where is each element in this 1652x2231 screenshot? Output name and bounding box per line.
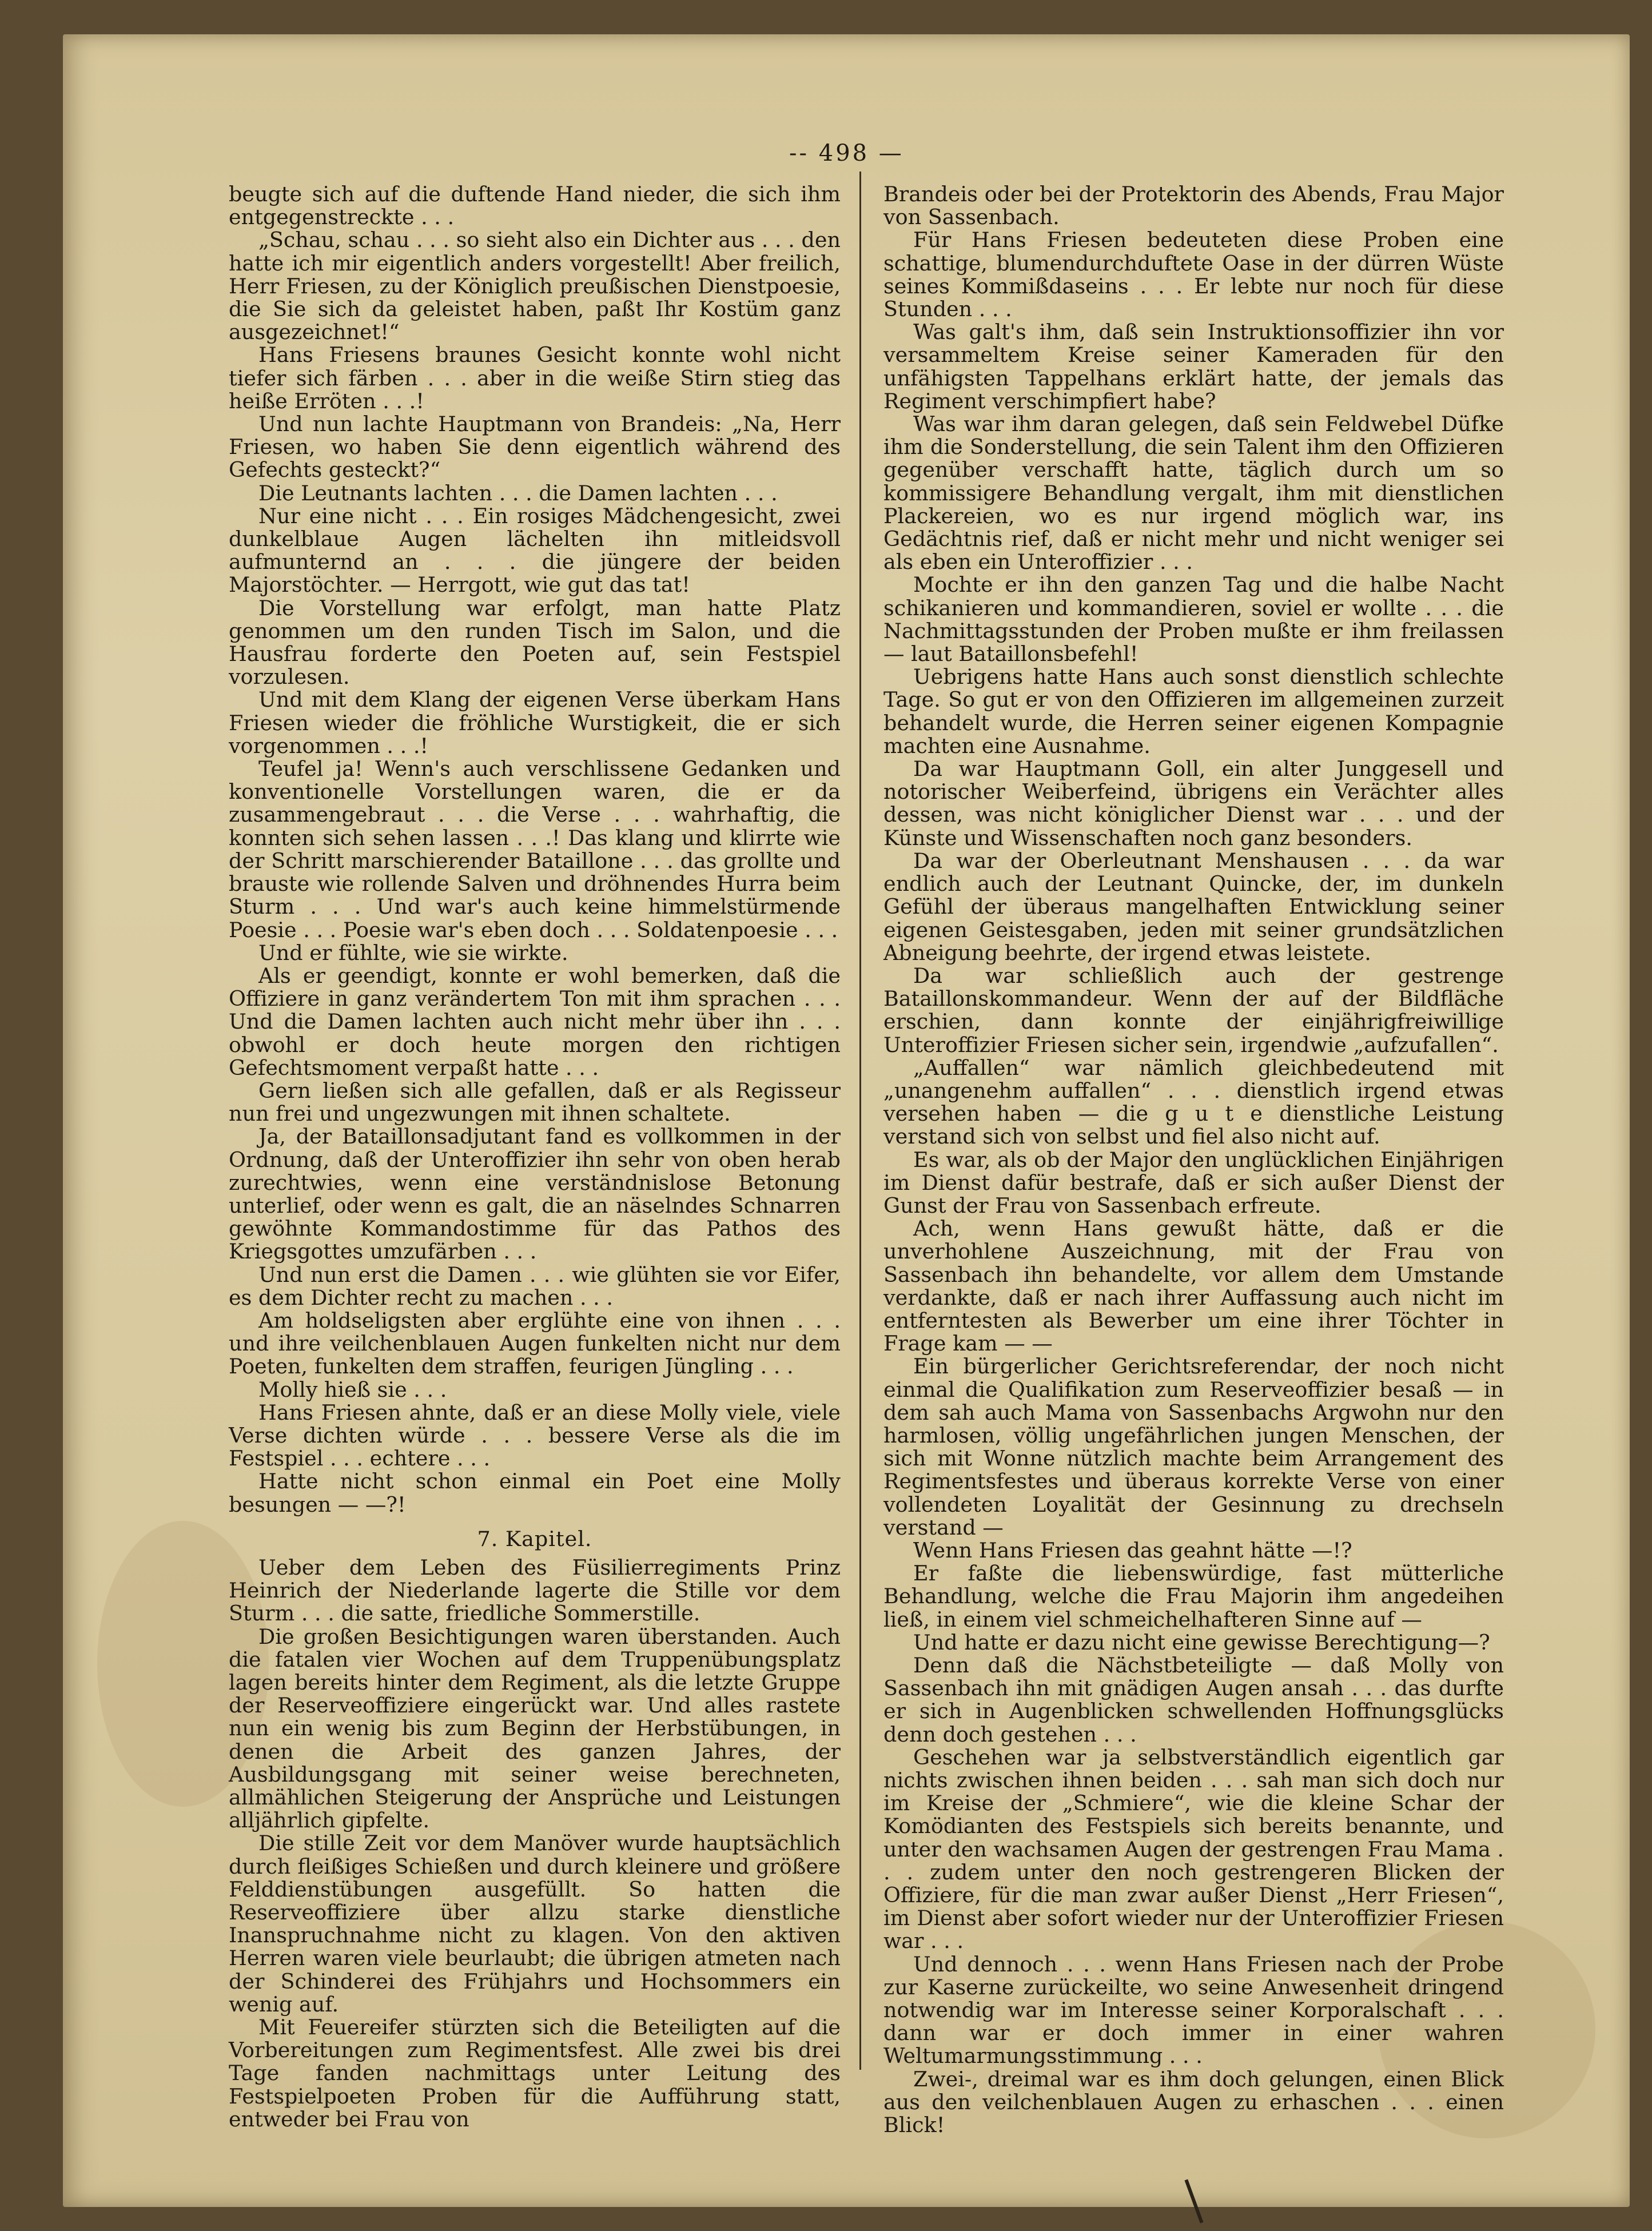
paragraph: Und dennoch . . . wenn Hans Friesen nach der Probe zur Kaserne zurückeilte, wo seine Anwesenheit dringend notwendig war im Interesse seiner Korporalschaft . . . dann war er doch immer in einer wahren Weltumarmungsstimmung . . . bbox=[883, 1951, 1504, 2069]
paragraph: Mit Feuereifer stürzten sich die Beteiligten auf die Vorbereitungen zum Regimentsfest. Alle zwei bis drei Tage fanden nachmittags unter Leitung des Festspielpoeten Proben für die Aufführung statt, entweder bei Frau von bbox=[229, 2015, 841, 2132]
paragraph: Hans Friesen ahnte, daß er an diese Molly viele, viele Verse dichten würde . . . bessere Verse als die im Festspiel . . . echtere . . . bbox=[229, 1400, 841, 1471]
paragraph: Als er geendigt, konnte er wohl bemerken, daß die Offiziere in ganz verändertem Ton mit ihm sprachen . . . Und die Damen lachten auch nicht mehr über ihn . . . obwohl er doch heute morgen den richtigen Gefechtsmoment verpaßt hatte . . . bbox=[229, 963, 841, 1080]
paragraph: beugte sich auf die duftende Hand nieder, die sich ihm entgegenstreckte . . . bbox=[229, 182, 841, 230]
paragraph: Wenn Hans Friesen das geahnt hätte —!? bbox=[913, 1537, 1352, 1563]
paragraph: Und mit dem Klang der eigenen Verse überkam Hans Friesen wieder die fröhliche Wurstigkeit, die er sich vorgenommen . . .! bbox=[229, 687, 841, 758]
paragraph: Hans Friesens braunes Gesicht konnte wohl nicht tiefer sich färben . . . aber in die weiße Stirn stieg das heiße Erröten . . .! bbox=[229, 342, 841, 413]
paragraph: Nur eine nicht . . . Ein rosiges Mädchengesicht, zwei dunkelblaue Augen lächelten ihn mitleidsvoll aufmunternd an . . . die jüngere der beiden Majorstöchter. — Herrgott, wie gut das tat! bbox=[229, 503, 841, 597]
paragraph: Am holdseligsten aber erglühte eine von ihnen . . . und ihre veilchenblauen Augen funkelten nicht nur dem Poeten, funkelten dem straffen, feurigen Jüngling . . . bbox=[229, 1308, 841, 1379]
paragraph: Ach, wenn Hans gewußt hätte, daß er die unverhohlene Auszeichnung, mit der Frau von Sassenbach ihn behandelte, vor allem dem Umstande verdankte, daß er nach ihrer Auffassung auch nicht im entferntesten als Bewerber um eine ihrer Töchter in Frage kam — — bbox=[883, 1216, 1504, 1356]
paragraph: Was war ihm daran gelegen, daß sein Feldwebel Düfke ihm die Sonderstellung, die sein Talent ihm den Offizieren gegenüber verschafft hatte, täglich durch um so kommissigere Behandlung vergalt, ihm mit dienstlichen Plackereien, wo es nur irgend möglich war, ins Gedächtnis rief, daß er nicht mehr und nicht weniger sei als eben ein Unteroffizier . . . bbox=[883, 412, 1504, 575]
paragraph: Es war, als ob der Major den unglücklichen Einjährigen im Dienst dafür bestrafe, daß er sich außer Dienst der Gunst der Frau von Sassenbach erfreute. bbox=[883, 1147, 1504, 1218]
paragraph: Teufel ja! Wenn's auch verschlissene Gedanken und konventionelle Vorstellungen waren, die er da zusammengebraut . . . die Verse . . . wahrhaftig, die konnten sich sehen lassen . . .! Das klang und klirrte wie der Schritt marschierender Bataillone . . . das grollte und brauste wie rollende Salven und dröhnendes Hurra beim Sturm . . . Und war's auch keine himmelstürmende Poesie . . . Poesie war's eben doch . . . Soldatenpoesie . . . bbox=[229, 756, 841, 942]
paragraph: „Schau, schau . . . so sieht also ein Dichter aus . . . den hatte ich mir eigentlich anders vorgestellt! Aber freilich, Herr Friesen, zu der Königlich preußischen Dienstpoesie, die Sie sich da geleistet haben, paßt Ihr Kostüm ganz ausgezeichnet!“ bbox=[229, 228, 841, 345]
paragraph: Da war Hauptmann Goll, ein alter Junggesell und notorischer Weiberfeind, übrigens ein Verächter alles dessen, was nicht königlicher Dienst war . . . und der Künste und Wissenschaften noch ganz besonders. bbox=[883, 756, 1504, 850]
column-divider bbox=[859, 172, 861, 2070]
paragraph: Was galt's ihm, daß sein Instruktionsoffizier ihn vor versammeltem Kreise seiner Kameraden für den unfähigsten Tappelhans erklärt hatte, der jemals das Regiment verschimpfiert habe? bbox=[883, 320, 1504, 413]
paragraph: Uebrigens hatte Hans auch sonst dienstlich schlechte Tage. So gut er von den Offizieren im allgemeinen zurzeit behandelt wurde, die Herren seiner eigenen Kompagnie machten eine Ausnahme. bbox=[883, 664, 1504, 758]
paragraph: Die Vorstellung war erfolgt, man hatte Platz genommen um den runden Tisch im Salon, und die Hausfrau forderte den Poeten auf, sein Festspiel vorzulesen. bbox=[229, 595, 841, 690]
chapter-heading: 7. Kapitel. bbox=[477, 1526, 592, 1551]
paragraph: Ja, der Bataillonsadjutant fand es vollkommen in der Ordnung, daß der Unteroffizier ihn sehr von oben herab zurechtwies, wenn eine verständnislose Betonung unterlief, oder wenn es galt, die an näselndes Schnarren gewöhnte Kommandostimme für das Pathos des Kriegsgottes umzufärben . . . bbox=[229, 1124, 841, 1264]
paragraph: „Auffallen“ war nämlich gleichbedeutend mit „unangenehm auffallen“ . . . dienstlich irgend etwas versehen haben — die g u t e dienstliche Leistung verstand sich von selbst und fiel also nicht auf. bbox=[883, 1055, 1504, 1149]
left-column bbox=[229, 183, 841, 2131]
paragraph: Brandeis oder bei der Protektorin des Abends, Frau Major von Sassenbach. bbox=[883, 182, 1504, 230]
paragraph: Die Leutnants lachten . . . die Damen lachten . . . bbox=[258, 480, 778, 505]
paragraph: Ein bürgerlicher Gerichtsreferendar, der noch nicht einmal die Qualifikation zum Reserveoffizier besaß — in dem sah auch Mama von Sassenbachs Argwohn nur den harmlosen, völlig ungefährlichen jungen Menschen, der sich mit Wonne nützlich machte beim Arrangement des Regimentsfestes und überaus korrekte Verse von einer vollendeten Loyalität der Gesinnung zu drechseln verstand — bbox=[883, 1354, 1504, 1540]
paragraph: Die großen Besichtigungen waren überstanden. Auch die fatalen vier Wochen auf dem Truppenübungsplatz lagen bereits hinter dem Regiment, als die letzte Gruppe der Reserveoffiziere eingerückt war. Und alles rastete nun ein wenig bis zum Beginn der Herbstübungen, in denen die Arbeit des ganzen Jahres, der Ausbildungsgang mit seiner weise berechneten, allmählichen Steigerung der Ansprüche und Leistungen alljährlich gipfelte. bbox=[229, 1624, 841, 1833]
paragraph: Da war schließlich auch der gestrenge Bataillonskommandeur. Wenn der auf der Bildfläche erschien, dann konnte der einjährigfreiwillige Unteroffizier Friesen sicher sein, irgendwie „aufzufallen“. bbox=[883, 963, 1504, 1057]
paragraph: Zwei-, dreimal war es ihm doch gelungen, einen Blick aus den veilchenblauen Augen zu erhaschen . . . einen Blick! bbox=[883, 2066, 1504, 2138]
right-column bbox=[883, 183, 1504, 2137]
paragraph: Ueber dem Leben des Füsilierregiments Prinz Heinrich der Niederlande lagerte die Stille vor dem Sturm . . . die satte, friedliche Sommerstille. bbox=[229, 1555, 841, 1626]
paragraph: Da war der Oberleutnant Menshausen . . . da war endlich auch der Leutnant Quincke, der, im dunkeln Gefühl der überaus mangelhaften Entwicklung seiner eigenen Geistesgaben, jeden mit seiner grundsätzlichen Abneigung beehrte, der irgend etwas leistete. bbox=[883, 848, 1504, 965]
paragraph: Gern ließen sich alle gefallen, daß er als Regisseur nun frei und ungezwungen mit ihnen schaltete. bbox=[229, 1078, 841, 1126]
page-number: -- 498 — bbox=[789, 140, 904, 166]
paragraph: Denn daß die Nächstbeteiligte — daß Molly von Sassenbach ihn mit gnädigen Augen ansah . . . das durfte er sich in Augenblicken schwellenden Hoffnungsglücks denn doch gestehen . . . bbox=[883, 1653, 1504, 1747]
paragraph: Und er fühlte, wie sie wirkte. bbox=[258, 940, 568, 965]
paragraph: Die stille Zeit vor dem Manöver wurde hauptsächlich durch fleißiges Schießen und durch kleinere und größere Felddienstübungen ausgefüllt. So hatten die Reserveoffiziere über allzu starke dienstliche Inanspruchnahme nicht zu klagen. Von den aktiven Herren waren viele beurlaubt; die übrigen atmeten nach der Schinderei des Frühjahrs und Hochsommers ein wenig auf. bbox=[229, 1831, 841, 2017]
paragraph: Mochte er ihn den ganzen Tag und die halbe Nacht schikanieren und kommandieren, soviel er wollte . . . die Nachmittagsstunden der Proben mußte er ihm freilassen — laut Bataillonsbefehl! bbox=[883, 572, 1504, 667]
paragraph: Er faßte die liebenswürdige, fast mütterliche Behandlung, welche die Frau Majorin ihm angedeihen ließ, in einem viel schmeichelhafteren Sinne auf — bbox=[883, 1561, 1504, 1632]
paragraph: Und hatte er dazu nicht eine gewisse Berechtigung—? bbox=[913, 1630, 1490, 1655]
paragraph: Für Hans Friesen bedeuteten diese Proben eine schattige, blumendurchduftete Oase in der dürren Wüste seines Kommißdaseins . . . Er lebte nur noch für diese Stunden . . . bbox=[883, 228, 1504, 322]
paragraph: Und nun erst die Damen . . . wie glühten sie vor Eifer, es dem Dichter recht zu machen . . . bbox=[229, 1262, 841, 1310]
paragraph: Und nun lachte Hauptmann von Brandeis: „Na, Herr Friesen, wo haben Sie denn eigentlich während des Gefechts gesteckt?“ bbox=[229, 412, 841, 483]
paragraph: Hatte nicht schon einmal ein Poet eine Molly besungen — —?! bbox=[229, 1469, 841, 1517]
paragraph: Molly hieß sie . . . bbox=[258, 1377, 447, 1402]
paragraph: Geschehen war ja selbstverständlich eigentlich gar nichts zwischen ihnen beiden . . . sah man sich doch nur im Kreise der „Schmiere“, wie die kleine Schar der Komödianten des Festspiels sich bereits benannte, und unter den wachsamen Augen der gestrengen Frau Mama . . . zudem unter den noch gestrengeren Blicken der Offiziere, für die man zwar außer Dienst „Herr Friesen“, im Dienst aber sofort wieder nur der Unteroffizier Friesen war . . . bbox=[883, 1744, 1504, 1954]
